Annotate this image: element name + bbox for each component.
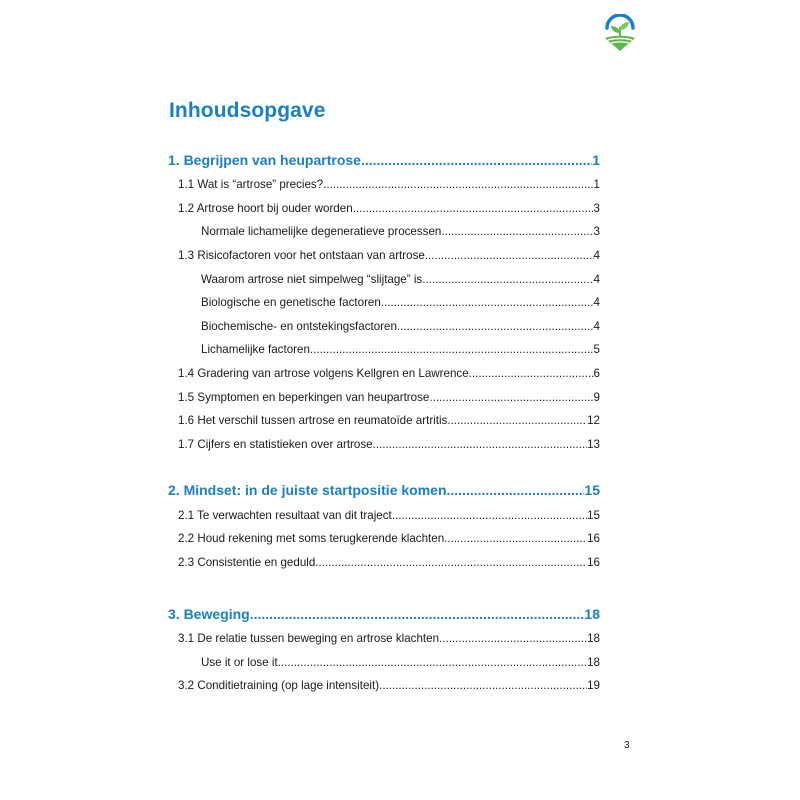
toc-entry-label: Biologische en genetische factoren (201, 296, 381, 309)
logo-icon (602, 14, 638, 52)
toc-entry-page: 18 (587, 656, 600, 669)
toc-entry[interactable] (178, 438, 600, 451)
toc-chapter-1[interactable] (168, 152, 600, 168)
toc-entry-page: 6 (593, 367, 600, 380)
toc-entry[interactable] (178, 178, 600, 191)
toc-entry-label: Lichamelijke factoren (201, 343, 310, 356)
toc-entry-page: 4 (593, 296, 600, 309)
toc-entry-page: 3 (593, 225, 600, 238)
toc-entry[interactable] (201, 320, 600, 333)
toc-entry-page: 5 (593, 343, 600, 356)
toc-entry[interactable] (178, 556, 600, 569)
toc-entry[interactable] (178, 414, 600, 427)
toc-entry-page: 19 (587, 679, 600, 692)
toc-entry[interactable] (178, 391, 600, 404)
toc-entry-label: 1.2 Artrose hoort bij ouder worden (178, 202, 353, 215)
toc-entry-page: 4 (593, 273, 600, 286)
toc-entry-page: 9 (593, 391, 600, 404)
toc-entry-page: 18 (587, 632, 600, 645)
toc-entry-page: 18 (584, 606, 600, 622)
toc-entry[interactable] (178, 679, 600, 692)
toc-entry[interactable] (178, 532, 600, 545)
toc-entry-label: 1.4 Gradering van artrose volgens Kellgren en Lawrence (178, 367, 469, 380)
toc-entry-page: 15 (587, 509, 600, 522)
toc-entry[interactable] (178, 249, 600, 262)
toc-entry-label: Use it or lose it (201, 656, 278, 669)
toc-entry-page: 4 (593, 249, 600, 262)
toc-entry-page: 1 (592, 152, 600, 168)
toc-entry[interactable] (201, 296, 600, 309)
toc-entry-label: 2.3 Consistentie en geduld (178, 556, 316, 569)
page-title: Inhoudsopgave (169, 99, 326, 122)
toc-chapter-2[interactable] (168, 482, 600, 498)
toc-entry-label: 3.2 Conditietraining (op lage intensiteit) (178, 679, 380, 692)
toc-chapter-3[interactable] (168, 606, 600, 622)
toc-entry[interactable] (178, 367, 600, 380)
toc-entry-page: 4 (593, 320, 600, 333)
toc-entry-label: 1. Begrijpen van heupartrose (168, 152, 361, 168)
toc-entry-label: Normale lichamelijke degeneratieve processen (201, 225, 442, 238)
toc-entry[interactable] (178, 202, 600, 215)
toc-entry[interactable] (178, 632, 600, 645)
toc-entry-label: 2. Mindset: in de juiste startpositie komen (168, 482, 447, 498)
toc-entry-page: 16 (587, 556, 600, 569)
toc-entry-page: 16 (587, 532, 600, 545)
toc-entry[interactable] (201, 656, 600, 669)
toc-entry-label: 2.1 Te verwachten resultaat van dit traject (178, 509, 392, 522)
toc-entry[interactable] (201, 343, 600, 356)
toc-entry-page: 12 (587, 414, 600, 427)
toc-entry-label: 1.3 Risicofactoren voor het ontstaan van artrose (178, 249, 425, 262)
toc-entry-page: 3 (593, 202, 600, 215)
toc-entry-label: Biochemische- en ontstekingsfactoren (201, 320, 397, 333)
toc-entry-label: 3. Beweging (168, 606, 250, 622)
toc-entry-label: 1.1 Wat is “artrose” precies? (178, 178, 324, 191)
toc-entry[interactable] (201, 225, 600, 238)
toc-entry[interactable] (201, 273, 600, 286)
toc-entry-page: 1 (593, 178, 600, 191)
toc-entry-label: 3.1 De relatie tussen beweging en artrose klachten (178, 632, 440, 645)
toc-entry[interactable] (178, 509, 600, 522)
toc-entry-page: 13 (587, 438, 600, 451)
toc-entry-label: 1.5 Symptomen en beperkingen van heupartrose (178, 391, 430, 404)
toc-entry-label: 1.6 Het verschil tussen artrose en reumatoïde artritis (178, 414, 448, 427)
page-number: 3 (624, 740, 630, 751)
toc-entry-label: 2.2 Houd rekening met soms terugkerende klachten (178, 532, 445, 545)
toc-entry-label: Waarom artrose niet simpelweg “slijtage” is (201, 273, 423, 286)
toc-entry-label: 1.7 Cijfers en statistieken over artrose (178, 438, 373, 451)
toc-entry-page: 15 (584, 482, 600, 498)
